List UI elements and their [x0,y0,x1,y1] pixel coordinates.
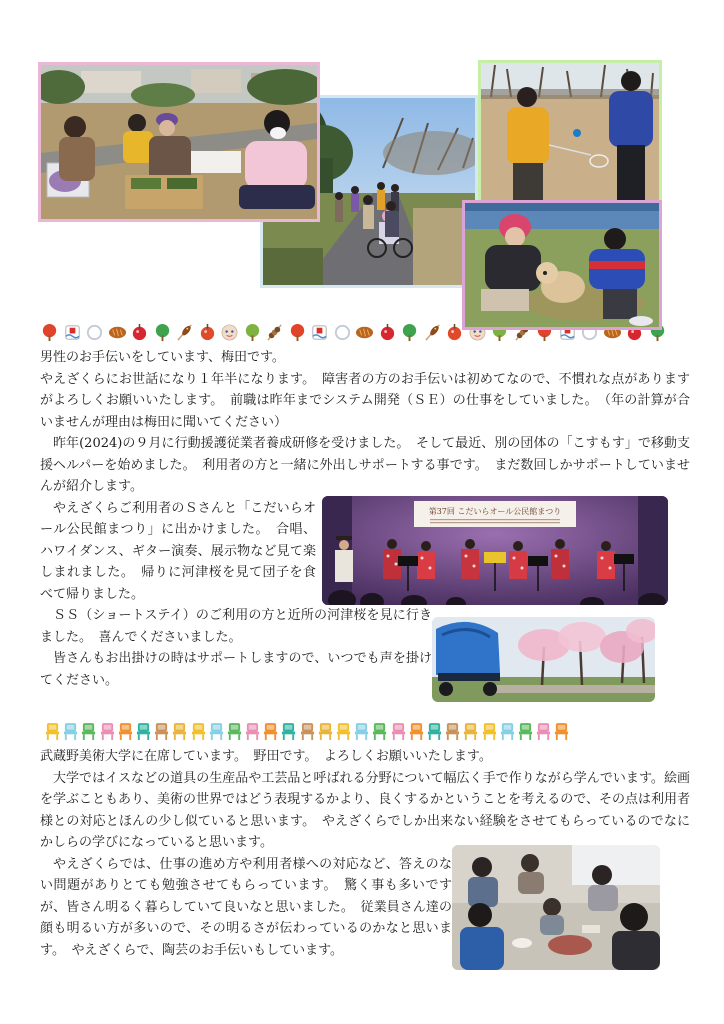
chair-icon [227,722,242,741]
chair-icon [318,722,333,741]
chair-icon [154,722,169,741]
chair-icon [172,722,187,741]
chair-icon [354,722,369,741]
chair-icon [136,722,151,741]
candy-apple-icon [130,323,149,342]
section1-paragraph-3: やえざくらご利用者のＳさんと「こだいらオール公民館まつり」に出かけました。 合唱、ハワイダンス、ギター演奏、展示物など見て楽しまれました。 帰りに河津桜を見て団子を食べて帰りました。 [40,500,316,602]
uchiwa-fan-icon [40,323,59,342]
snack-boxes [125,175,203,209]
cherry-blossom-scene [432,617,655,702]
chair-icon [300,722,315,741]
taiyaki-icon [355,323,374,342]
photo-ball-game [478,60,662,208]
chair-icon [463,722,478,741]
chair-icon [482,722,497,741]
choco-banana-icon [175,323,194,342]
daruma-icon [198,323,217,342]
photo-community-festival-concert [322,496,668,605]
taiyaki-icon [108,323,127,342]
ball [573,129,581,137]
chair-icon [536,722,551,741]
section1-paragraph-2: 昨年(2024)の９月に行動援護従業者養成研修を受けました。 そして最近、別の団体の「こすもす」で移動支援ヘルパーを始めました。 利用者の方と一緒に外出しサポートする事です。 まだ数回しかサポートしていませんが紹介します。 [40,436,690,494]
chair-icon [63,722,78,741]
green-fan-icon [400,323,419,342]
concert-scene [322,496,668,605]
section1-paragraph-5: 皆さんもお出掛けの時はサポートしますので、いつでも声を掛けてください。 [40,651,432,688]
green-mochi-icon [243,323,262,342]
section2-intro: 武蔵野美術大学に在席しています。 野田です。 よろしくお願いいたします。 [40,749,492,764]
chair-icon [81,722,96,741]
chair-icon [45,722,60,741]
photo-pottery-workshop [452,845,660,970]
chair-icon [409,722,424,741]
festival-banner-text: 第37回 こだいらオール公民館まつり [428,506,562,516]
photo-dog-petting [462,200,662,330]
green-fan-icon [153,323,172,342]
chair-decoration-row [45,720,590,742]
uchiwa-fan-icon [288,323,307,342]
chair-icon [427,722,442,741]
chair-icon [554,722,569,741]
chair-icon [263,722,278,741]
dango-icon [265,323,284,342]
festival-banner [414,501,576,527]
photo-kawazu-cherry-blossoms [432,617,655,702]
ball-game-scene [481,63,659,205]
section2-paragraph-1: 大学ではイスなどの道具の生産品や工芸品と呼ばれる分野について幅広く手で作りながら学んでいます。絵画を学ぶこともあり、美術の世界ではどう表現するかより、良くするかということを考えるので、その点は利用者様との対応とほんの少し似ていると思います。 やえざくらでしか出来ない経験をさせてもらっているのでなにかしらの学びになっていると思います。 [40,770,690,850]
pottery-scene [452,845,660,970]
chair-icon [336,722,351,741]
section1-intro: 男性のお手伝いをしています、梅田です。 [40,350,285,365]
chair-icon [372,722,387,741]
section-noda [40,746,690,970]
kakigori-flag-icon [310,323,329,342]
choco-banana-icon [423,323,442,342]
section2-paragraph-2: やえざくらでは、仕事の進め方や利用者様への対応など、答えのない問題がありとても勉強させてもらっています。 驚く事も多いですが、皆さん明るく暮らしていて良いなと思いました。 従業員さん達の顔も明るい方が多いので、その明るさが伝わっているのかなと思います。 やえざくらで、陶芸のお手伝いもしています。 [40,856,452,958]
photo-picnic-snack [38,62,320,222]
section1-paragraph-4: ＳＳ（ショートステイ）のご利用の方と近所の河津桜を見に行きました。 喜んでくださいました。 [40,608,432,645]
chair-icon [245,722,260,741]
chair-icon [191,722,206,741]
kakigori-flag-icon [63,323,82,342]
chair-icon [445,722,460,741]
section-umeda [40,347,690,702]
chair-icon [118,722,133,741]
water-balloon-icon [333,323,352,342]
festival-mask-icon [220,323,239,342]
section1-paragraph-1: やえざくらにお世話になり１年半になります。 障害者の方のお手伝いは初めてなので、不慣れな点がありますがよろしくお願いいたします。 前職は昨年までシステム開発（ＳＥ）の仕事をしていました。 （年の計算が合いませんが理由は梅田に聞いてください） [40,371,690,430]
chair-icon [518,722,533,741]
chair-icon [500,722,515,741]
candy-apple-icon [378,323,397,342]
picnic-scene [41,65,317,219]
chair-icon [209,722,224,741]
chair-icon [281,722,296,741]
chair-icon [100,722,115,741]
chair-icon [391,722,406,741]
water-balloon-icon [85,323,104,342]
dog-scene [465,203,659,327]
